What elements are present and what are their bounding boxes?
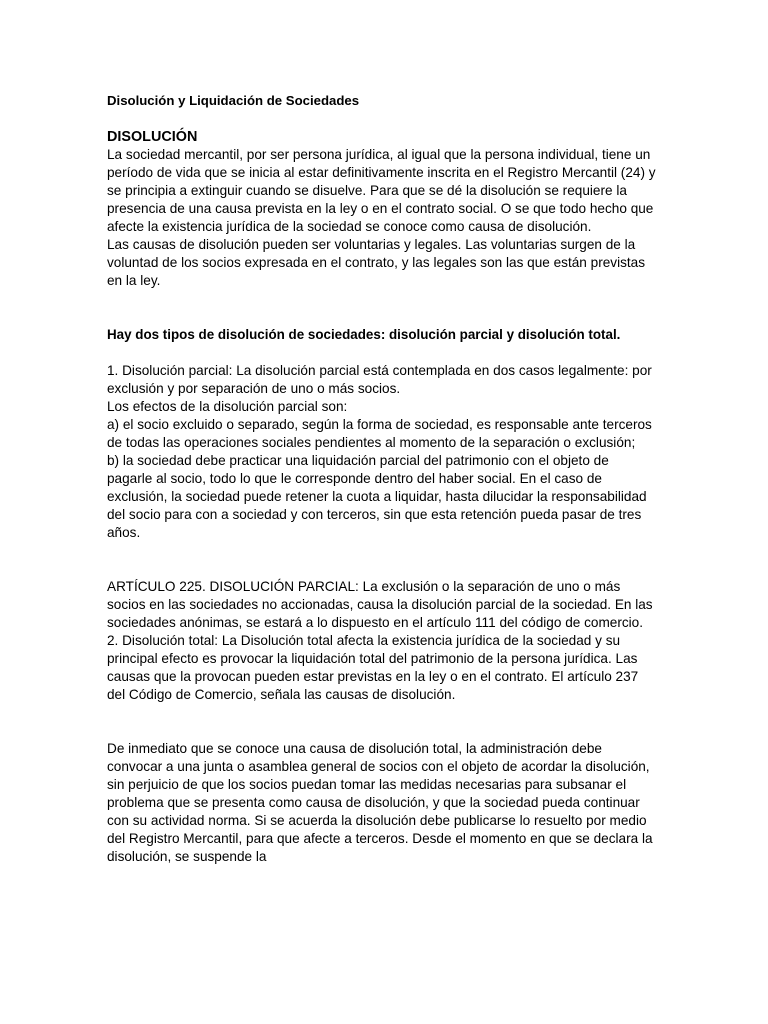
spacer: [107, 542, 657, 578]
types-heading: Hay dos tipos de disolución de sociedades: disolución parcial y disolución total.: [107, 327, 621, 342]
document-page: [107, 92, 657, 866]
partial-paragraph: b) la sociedad debe practicar una liquidación parcial del patrimonio con el objeto de pagarle al socio, todo lo que le corresponde dentro del haber social. En el caso de exclusión, la sociedad puede retener la cuota a liquidar, hasta dilucidar la responsabilidad del socio para con a sociedad y con terceros, sin que esta retención pueda pasar de tres años.: [107, 453, 647, 540]
intro-paragraph: La sociedad mercantil, por ser persona jurídica, al igual que la persona individual, tiene un período de vida que se inicia al estar definitivamente inscrita en el Registro Mercantil (24) y se principia a extinguir cuando se disuelve. Para que se dé la disolución se requiere la presencia de una causa prevista en la ley o en el contrato social. O se que todo hecho que afecte la existencia jurídica de la sociedad se conoce como causa de disolución.: [107, 147, 656, 234]
spacer: [107, 290, 657, 326]
spacer: [107, 704, 657, 740]
spacer: [107, 344, 657, 362]
partial-paragraph: 1. Disolución parcial: La disolución parcial está contemplada en dos casos legalmente: por exclusión y por separación de uno o más socios.: [107, 363, 652, 396]
partial-paragraph: a) el socio excluido o separado, según la forma de sociedad, es responsable ante terceros de todas las operaciones sociales pendientes al momento de la separación o exclusión;: [107, 417, 652, 450]
article-paragraph: ARTÍCULO 225. DISOLUCIÓN PARCIAL: La exclusión o la separación de uno o más socios en las sociedades no accionadas, causa la disolución parcial de la sociedad. En las sociedades anónimas, se estará a lo dispuesto en el artículo 111 del código de comercio.: [107, 579, 653, 630]
article-paragraph: 2. Disolución total: La Disolución total afecta la existencia jurídica de la sociedad y su principal efecto es provocar la liquidación total del patrimonio de la persona jurídica. Las causas que la provocan pueden estar previstas en la ley o en el contrato. El artículo 237 del Código de Comercio, señala las causas de disolución.: [107, 633, 639, 702]
partial-paragraph: Los efectos de la disolución parcial son:: [107, 399, 348, 414]
intro-paragraph: Las causas de disolución pueden ser voluntarias y legales. Las voluntarias surgen de la voluntad de los socios expresada en el contrato, y las legales son las que están previstas en la ley.: [107, 237, 646, 288]
final-paragraph: De inmediato que se conoce una causa de disolución total, la administración debe convocar a una junta o asamblea general de socios con el objeto de acordar la disolución, sin perjuicio de que los socios puedan tomar las medidas necesarias para subsanar el problema que se presenta como causa de disolución, y que la sociedad pueda continuar con su actividad norma. Si se acuerda la disolución debe publicarse lo resuelto por medio del Registro Mercantil, para que afecte a terceros. Desde el momento en que se declara la disolución, se suspende la: [107, 741, 653, 864]
document-title: Disolución y Liquidación de Sociedades: [107, 93, 360, 108]
section-heading-disolucion: DISOLUCIÓN: [107, 129, 198, 145]
